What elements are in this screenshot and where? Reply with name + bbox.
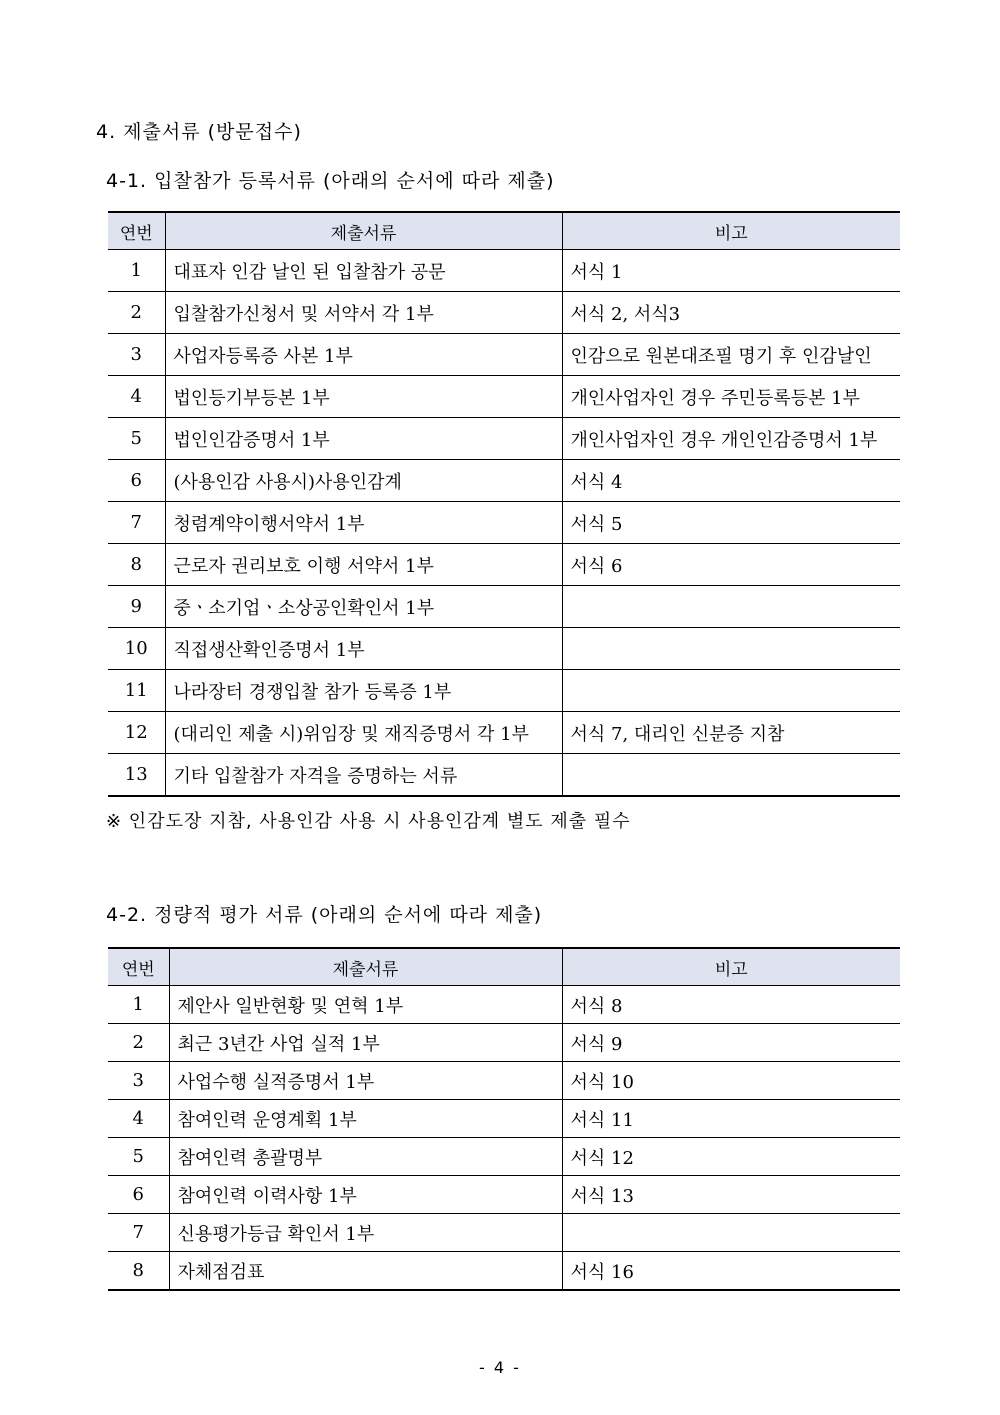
- document-name: 자체점검표: [169, 1252, 562, 1291]
- row-number: 9: [108, 586, 165, 628]
- document-name: 신용평가등급 확인서 1부: [169, 1214, 562, 1252]
- remarks: 개인사업자인 경우 주민등록등본 1부: [562, 376, 900, 418]
- document-name: 참여인력 총괄명부: [169, 1138, 562, 1176]
- document-name: 제안사 일반현황 및 연혁 1부: [169, 986, 562, 1024]
- document-name: 사업수행 실적증명서 1부: [169, 1062, 562, 1100]
- table-row: [108, 628, 900, 670]
- table-row: [108, 986, 900, 1024]
- remarks: [562, 1214, 900, 1252]
- remarks: 서식 1: [562, 250, 900, 292]
- document-name: 근로자 권리보호 이행 서약서 1부: [165, 544, 562, 586]
- remarks: [562, 586, 900, 628]
- table-row: [108, 754, 900, 797]
- table-row: [108, 1100, 900, 1138]
- row-number: 2: [108, 292, 165, 334]
- section-heading: 4. 제출서류 (방문접수): [96, 121, 302, 143]
- document-name: 법인인감증명서 1부: [165, 418, 562, 460]
- remarks: [562, 628, 900, 670]
- document-name: 나라장터 경쟁입찰 참가 등록증 1부: [165, 670, 562, 712]
- evaluation-documents-table: [108, 947, 900, 1291]
- remarks: 서식 9: [562, 1024, 900, 1062]
- row-number: 12: [108, 712, 165, 754]
- row-number: 11: [108, 670, 165, 712]
- remarks: [562, 754, 900, 797]
- note-text: ※ 인감도장 지참, 사용인감 사용 시 사용인감계 별도 제출 필수: [106, 811, 631, 832]
- column-header-remarks: 비고: [562, 212, 900, 250]
- remarks: 서식 4: [562, 460, 900, 502]
- table-row: [108, 544, 900, 586]
- document-name: 법인등기부등본 1부: [165, 376, 562, 418]
- document-name: 중ㆍ소기업ㆍ소상공인확인서 1부: [165, 586, 562, 628]
- table-row: [108, 460, 900, 502]
- column-header-number: 연번: [108, 948, 169, 986]
- document-name: 입찰참가신청서 및 서약서 각 1부: [165, 292, 562, 334]
- row-number: 5: [108, 418, 165, 460]
- document-name: 청렴계약이행서약서 1부: [165, 502, 562, 544]
- row-number: 7: [108, 502, 165, 544]
- row-number: 3: [108, 1062, 169, 1100]
- row-number: 4: [108, 376, 165, 418]
- document-name: 기타 입찰참가 자격을 증명하는 서류: [165, 754, 562, 797]
- row-number: 5: [108, 1138, 169, 1176]
- row-number: 6: [108, 1176, 169, 1214]
- table-row: [108, 1062, 900, 1100]
- table-row: [108, 250, 900, 292]
- document-name: 대표자 인감 날인 된 입찰참가 공문: [165, 250, 562, 292]
- document-name: 참여인력 운영계획 1부: [169, 1100, 562, 1138]
- table-row: [108, 1176, 900, 1214]
- document-name: (대리인 제출 시)위임장 및 재직증명서 각 1부: [165, 712, 562, 754]
- row-number: 6: [108, 460, 165, 502]
- column-header-remarks: 비고: [562, 948, 900, 986]
- remarks: 서식 16: [562, 1252, 900, 1291]
- remarks: 서식 13: [562, 1176, 900, 1214]
- column-header-documents: 제출서류: [165, 212, 562, 250]
- table-row: [108, 1214, 900, 1252]
- remarks: 서식 11: [562, 1100, 900, 1138]
- page-number: - 4 -: [479, 1358, 521, 1377]
- row-number: 13: [108, 754, 165, 797]
- remarks: 서식 10: [562, 1062, 900, 1100]
- table-row: [108, 502, 900, 544]
- document-name: (사용인감 사용시)사용인감계: [165, 460, 562, 502]
- table-header-row: [108, 948, 900, 986]
- table-row: [108, 712, 900, 754]
- document-name: 사업자등록증 사본 1부: [165, 334, 562, 376]
- row-number: 1: [108, 986, 169, 1024]
- registration-documents-table: [108, 211, 900, 797]
- remarks: 서식 12: [562, 1138, 900, 1176]
- row-number: 1: [108, 250, 165, 292]
- row-number: 3: [108, 334, 165, 376]
- document-name: 최근 3년간 사업 실적 1부: [169, 1024, 562, 1062]
- row-number: 8: [108, 1252, 169, 1291]
- column-header-documents: 제출서류: [169, 948, 562, 986]
- row-number: 10: [108, 628, 165, 670]
- remarks: 인감으로 원본대조필 명기 후 인감날인: [562, 334, 900, 376]
- remarks: 서식 7, 대리인 신분증 지참: [562, 712, 900, 754]
- table-row: [108, 292, 900, 334]
- table-row: [108, 418, 900, 460]
- table-row: [108, 1138, 900, 1176]
- table-header-row: [108, 212, 900, 250]
- remarks: 서식 2, 서식3: [562, 292, 900, 334]
- row-number: 8: [108, 544, 165, 586]
- row-number: 4: [108, 1100, 169, 1138]
- table-row: [108, 670, 900, 712]
- table-row: [108, 376, 900, 418]
- table-row: [108, 334, 900, 376]
- remarks: 서식 5: [562, 502, 900, 544]
- document-name: 참여인력 이력사항 1부: [169, 1176, 562, 1214]
- row-number: 7: [108, 1214, 169, 1252]
- table-row: [108, 586, 900, 628]
- row-number: 2: [108, 1024, 169, 1062]
- document-name: 직접생산확인증명서 1부: [165, 628, 562, 670]
- table-row: [108, 1252, 900, 1291]
- subsection-title-evaluation: 4-2. 정량적 평가 서류 (아래의 순서에 따라 제출): [106, 904, 543, 926]
- remarks: 개인사업자인 경우 개인인감증명서 1부: [562, 418, 900, 460]
- remarks: 서식 6: [562, 544, 900, 586]
- subsection-title-registration: 4-1. 입찰참가 등록서류 (아래의 순서에 따라 제출): [106, 170, 555, 192]
- remarks: 서식 8: [562, 986, 900, 1024]
- column-header-number: 연번: [108, 212, 165, 250]
- table-row: [108, 1024, 900, 1062]
- remarks: [562, 670, 900, 712]
